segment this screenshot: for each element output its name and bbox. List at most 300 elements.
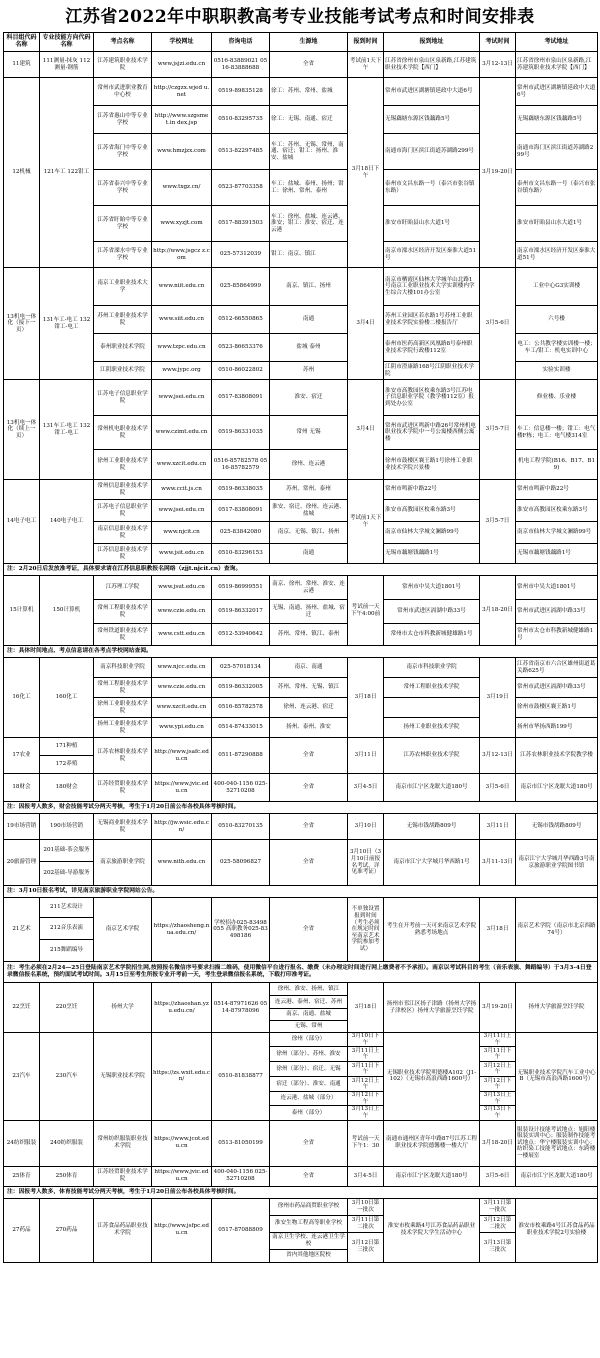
- cell: 3月12日上午: [348, 1077, 384, 1092]
- cell: [384, 698, 480, 718]
- cell: 3月12日下午: [348, 1092, 384, 1106]
- cell: 扬州大学旅游烹饪学院: [516, 983, 598, 1033]
- cell: 0517-88391503: [212, 206, 270, 242]
- cell: 3月5-6日: [480, 774, 516, 802]
- cell: 3月5-7日: [480, 480, 516, 564]
- cell: 机电工程学院(B16、B17、B19): [516, 450, 598, 480]
- cell: 3月12-13日: [480, 52, 516, 78]
- cell: 江苏农林职业技术学院教学楼: [516, 738, 598, 774]
- cell: 270药品: [40, 1198, 94, 1262]
- table-row: [4, 1033, 598, 1047]
- cell: 淮安市高教园区枚乘东路3号: [516, 500, 598, 522]
- cell: 南京市仙林大学城文澜路99号: [516, 522, 598, 544]
- cell: 工业中心G3实训楼: [516, 268, 598, 306]
- cell: 0513-81050199: [212, 1120, 270, 1166]
- note-text: 注：因报考人数多，体育技能考试分两天考核，考生于1月20日前公布各校具体考核时间。: [4, 1186, 598, 1198]
- table-row: [4, 52, 598, 78]
- cell: 淮安生物工程高等职业学校: [270, 1215, 348, 1232]
- cell: 南京市仙林大学城文澜路99号: [384, 522, 480, 544]
- cell: 全省: [270, 898, 348, 962]
- cell: 3月18日: [348, 983, 384, 1033]
- cell: 南京艺术学院（南京市北京西路74号）: [516, 898, 598, 962]
- cell: 常州工程职业技术学院: [384, 678, 480, 698]
- cell: 0519-89835128: [212, 78, 270, 106]
- cell: 江苏农林职业技术学院: [384, 738, 480, 774]
- cell: 3月10日下午: [348, 1033, 384, 1047]
- cell: 徐工：苏州、常州、盐城: [270, 78, 348, 106]
- cell: 江苏理工学院: [94, 576, 152, 600]
- cell: 3月13日上午: [348, 1106, 384, 1120]
- cell: 徐州、连云港: [270, 450, 348, 480]
- cell: 3月11日下午: [480, 1047, 516, 1062]
- cell: 徐州市鼓楼区襄王路1号: [516, 698, 598, 718]
- cell-link[interactable]: https://www.jcot.edu.cn: [152, 1120, 212, 1166]
- cell: 淮安市高教园区枚乘东路3号: [384, 500, 480, 522]
- col-header: 考试地址: [516, 33, 598, 52]
- cell: 常州市武进职业教育中心校: [94, 78, 152, 106]
- cell: 省内其他地区院校: [270, 1249, 348, 1262]
- cell: 3月4日: [348, 380, 384, 480]
- cell: 徐州、淮安、扬州、镇江: [270, 983, 348, 996]
- table-row: [4, 268, 598, 306]
- cell: 3月19-20日: [480, 78, 516, 268]
- cell: 南京、徐州、常州、淮安、连云港: [270, 576, 348, 600]
- cell: 南京、南通: [270, 658, 348, 678]
- cell: 13机电一体化（续上一页）: [4, 380, 40, 480]
- cell: 南京市栖霞区仙林大学城羊山北路1号南京工业职业技术大学实训楼内学生综合大楼101办公室: [384, 268, 480, 306]
- cell: 27药品: [4, 1198, 40, 1262]
- cell: 025-57312039: [212, 242, 270, 268]
- cell: 常州市中吴大道1801号: [516, 576, 598, 600]
- cell: 0510-83295735: [212, 106, 270, 134]
- table-row: [4, 1198, 598, 1215]
- cell-link[interactable]: www.txgz.cn/: [152, 170, 212, 206]
- page-title: 江苏省2022年中职职教高考专业技能考试考点和时间安排表: [65, 7, 535, 27]
- cell: 苏州工业职业技术学院: [94, 306, 152, 334]
- cell: 江苏省徐州市泉山区泉新路,江苏建筑职业技术学院【西门】: [384, 52, 480, 78]
- col-header: 咨询电话: [212, 33, 270, 52]
- cell: 3月12日上午: [480, 1062, 516, 1077]
- cell: 苏州、常州、无锡、镇江: [270, 678, 348, 698]
- cell: 泰州职业技术学院: [94, 334, 152, 362]
- cell: 0512-66550865: [212, 306, 270, 334]
- cell: 南京市溧水区经济开发区秦淮大道51号: [384, 242, 480, 268]
- cell: 160化工: [40, 658, 94, 738]
- cell: 徐工：无锡、南通、宿迁: [270, 106, 348, 134]
- cell: 13机电一体化（接下一页）: [4, 268, 40, 380]
- cell: 全省: [270, 814, 348, 840]
- cell: 3月10日（3月10日前报名考试，详见准考证）: [348, 840, 384, 886]
- cell: 3月5-6日: [480, 268, 516, 380]
- cell: 扬州市邗江区扬子津路（扬州大学扬子津校区）扬州大学旅游烹饪学院: [384, 983, 480, 1033]
- cell: 180财会: [40, 774, 94, 802]
- cell: 无锡商业职业技术学院: [94, 814, 152, 840]
- cell-link[interactable]: www.tzpc.edu.cn: [152, 334, 212, 362]
- cell: 考试前1天下午: [348, 480, 384, 564]
- cell-link[interactable]: www.jsei.edu.cn: [152, 380, 212, 416]
- cell-link[interactable]: www.siit.edu.cn: [152, 306, 212, 334]
- cell: 江苏省徐州市泉山区泉新路,江苏建筑职业技术学院【西门】: [516, 52, 598, 78]
- cell: 江苏省南京市六合区雄州街道葛关路625号: [516, 658, 598, 678]
- cell: 常州市武进区鸣新中路26号常州机电职业技术学院中一号公寓楼西侧公寓楼: [384, 416, 480, 450]
- cell-link[interactable]: http://www.jsfpc.edu.cn: [152, 1198, 212, 1262]
- cell: 南通: [270, 544, 348, 564]
- cell: 南京工业职业技术大学: [94, 268, 152, 306]
- cell: 220烹饪: [40, 983, 94, 1033]
- cell: 常州工程职业技术学院: [94, 678, 152, 698]
- cell-link[interactable]: http://jw.wsic.edu.cn/: [152, 814, 212, 840]
- cell: 泰州市医药高新区凤凰路8号泰州职业技术学院行政楼112室: [384, 334, 480, 362]
- cell: 3月18日: [348, 658, 384, 738]
- cell: 江苏省海门中等专业学校: [94, 134, 152, 170]
- cell: 211艺术设计: [40, 898, 94, 918]
- cell: 钳工：南京、镇江: [270, 242, 348, 268]
- cell: 0517-87088809: [212, 1198, 270, 1262]
- note-text: 注：具体时间地点、考点信息请在各考点学校网站查阅。: [4, 646, 598, 658]
- cell: 扬州市华扬西路199号: [516, 718, 598, 738]
- cell: 徐州（部分）: [270, 1033, 348, 1047]
- cell: 南京卫生学校、连云港卫生学校: [270, 1232, 348, 1249]
- cell: 常州机电职业技术学院: [94, 416, 152, 450]
- note-text: 注：考生必须在2月24—25日登陆南京艺术学院招生网,按照报名微信序号要求扫描二维码，使用微信平台进行报名、缴费（未办理定时间进行网上缴费者不予承担）。南京以考试科目的考生（音乐表演、舞蹈编导）于3月3-4日登录微信报名系统，预约面试考试时间。3月15日至考生所报专业开考前一天，考生登录微信报名系统，下载打印准考证。: [4, 962, 598, 983]
- table-row: [4, 1120, 598, 1166]
- cell-link[interactable]: www.jsjzi.edu.cn: [152, 52, 212, 78]
- cell-link[interactable]: www.xzcit.edu.cn: [152, 450, 212, 480]
- cell: 无锡职业技术学院明德楼A102（J1-102）（无锡市高浪西路1600号）: [384, 1033, 480, 1121]
- cell: 江苏建筑职业技术学院: [94, 52, 152, 78]
- note-row: [4, 1186, 598, 1198]
- cell: 江阴职业技术学院: [94, 362, 152, 380]
- cell: 3月12日第三批次: [348, 1232, 384, 1262]
- cell-link[interactable]: www.cstt.edu.cn: [152, 624, 212, 646]
- cell: 0510-81838877: [212, 1033, 270, 1121]
- cell: 0519-86999551: [212, 576, 270, 600]
- schedule-table: [3, 32, 598, 1263]
- cell: 常州市太仓市科教新城健雄路1号: [516, 624, 598, 646]
- cell: 无锡藕塘东源区钱藕路5号: [516, 106, 598, 134]
- cell: 扬州工业职业技术学院: [384, 718, 480, 738]
- cell: 0514-87433015: [212, 718, 270, 738]
- cell: 0516-85782578: [212, 698, 270, 718]
- cell: 400-040-1156 025-52710208: [212, 774, 270, 802]
- cell: 常州市武进区滆湖中路33号: [384, 600, 480, 624]
- cell-link[interactable]: www.czimt.edu.cn: [152, 416, 212, 450]
- cell: 南京信息职业技术学院: [94, 522, 152, 544]
- cell: 南京、无锡、镇江、扬州: [270, 522, 348, 544]
- cell: 250体育: [40, 1166, 94, 1186]
- cell: 南通市海门区滨江街道苏湖路299号: [384, 134, 480, 170]
- cell: 江苏省泰兴中等专业学校: [94, 170, 152, 206]
- cell: 025-83842080: [212, 522, 270, 544]
- note-row: [4, 802, 598, 814]
- note-row: [4, 962, 598, 983]
- cell: 南京旅游职业学院: [94, 840, 152, 886]
- cell: 201基础-茶会服务: [40, 840, 94, 862]
- note-text: 注：2月20日后发放准考证，具体要求请在江苏信息职教报名网络（zjjt.njcit.cn）查询。: [4, 564, 598, 576]
- cell: 考试前1天下午: [348, 52, 384, 78]
- cell: 泰州（部分）: [270, 1106, 348, 1120]
- table-row: [4, 480, 598, 500]
- cell-link[interactable]: www.jypc.org: [152, 362, 212, 380]
- cell: 025-57018134: [212, 658, 270, 678]
- cell: 无锡职业技术学院汽车工业中心B（无锡市高浪西路1600号）: [516, 1033, 598, 1121]
- cell-link[interactable]: www.xzcit.edu.cn: [152, 698, 212, 718]
- col-header: 考试时间: [480, 33, 516, 52]
- cell: 0516-85782578 0516-85782579: [212, 450, 270, 480]
- cell: 无锡市藕塘钱藕路1号: [516, 544, 598, 564]
- cell: 0512-53940642: [212, 624, 270, 646]
- cell-link[interactable]: https://zhaoshan.yzu.edu.cn/: [152, 983, 212, 1033]
- cell: 南通市海门区滨江街道苏湖路299号: [516, 134, 598, 170]
- cell: 修业楼、乐业楼: [516, 380, 598, 416]
- cell: 0523-86653376: [212, 334, 270, 362]
- cell: 0516-83889021 0516-83888688: [212, 52, 270, 78]
- cell: 淮安、宿迁、徐州、连云港、盐城: [270, 500, 348, 522]
- cell: 南京市江宁区龙眠大道180号: [516, 1166, 598, 1186]
- cell: 0510-83296153: [212, 544, 270, 564]
- cell: 20旅游管理: [4, 840, 40, 886]
- cell-link[interactable]: www.xyzjt.com: [152, 206, 212, 242]
- cell: 服装设计技能考试地点：旭阳楼服装实训中心；服装制作技能考试地点：华宁楼服装实训中心；纺织染工技能考试地点：东跨楼一楼展室: [516, 1120, 598, 1166]
- cell: 实验实训楼: [516, 362, 598, 380]
- cell: 3月4日: [348, 268, 384, 380]
- cell: 3月11日上午: [348, 1047, 384, 1062]
- cell-link[interactable]: http://www.jsafc.edu.cn: [152, 738, 212, 774]
- cell: 21艺术: [4, 898, 40, 962]
- cell: 无锡藕塘东源区钱藕路5号: [384, 106, 480, 134]
- cell: 常州市武进区湖塘镇延政中大道6号: [516, 78, 598, 106]
- cell: 230汽车: [40, 1033, 94, 1121]
- cell: 学校招办025-83498055 高职教务025-83498186: [212, 898, 270, 962]
- cell: 常州市鸣新中路22号: [384, 480, 480, 500]
- cell-link[interactable]: https://www.jvic.edu.cn: [152, 774, 212, 802]
- cell: 南京市江宁区龙眠大道180号: [384, 1166, 480, 1186]
- col-header: 考点名称: [94, 33, 152, 52]
- cell: 无锡、南通、扬州、盐城、宿迁: [270, 600, 348, 624]
- col-header: 报到地址: [384, 33, 480, 52]
- cell: 车工：徐州、盐城、连云港、淮安；钳工：淮安、宿迁、连云港: [270, 206, 348, 242]
- cell: 3月11日上午: [480, 1033, 516, 1047]
- cell: 0517-83808091: [212, 380, 270, 416]
- cell: 171种植: [40, 738, 94, 756]
- cell: 徐州（部分）、苏州、淮安: [270, 1047, 348, 1062]
- table-row: [4, 1166, 598, 1186]
- cell-link[interactable]: www.njcit.cn: [152, 522, 212, 544]
- cell: 泰州市文昌东路一号（泰兴市张谷镇东路）: [384, 170, 480, 206]
- cell: 23汽车: [4, 1033, 40, 1121]
- cell: 常州市武进区滆湖中路33号: [516, 600, 598, 624]
- cell-link[interactable]: www.ypi.edu.cn: [152, 718, 212, 738]
- cell-link[interactable]: https://zhaosheng.nua.edu.cn/: [152, 898, 212, 962]
- cell: 徐州工业职业技术学院: [94, 450, 152, 480]
- note-text: 注：3月10日报名考试，详见南京旅游职业学院网站公告。: [4, 886, 598, 898]
- cell: 11建筑: [4, 52, 40, 78]
- cell: 江苏省惠山中等专业学校: [94, 106, 152, 134]
- cell: 15计算机: [4, 576, 40, 646]
- cell: 南通: [270, 306, 348, 334]
- cell: 140电子电工: [40, 480, 94, 564]
- cell: 0519-86338035: [212, 480, 270, 500]
- cell: 全省: [270, 774, 348, 802]
- table-row: [4, 738, 598, 756]
- table-row: [4, 898, 598, 918]
- table-row: [4, 983, 598, 996]
- cell: 17农业: [4, 738, 40, 774]
- cell: 苏州工业园区若水路1号苏州工业职业技术学院实验楼二楼报告厅: [384, 306, 480, 334]
- cell: 江阴市澄康路168号江阴职业技术学院: [384, 362, 480, 380]
- cell-link[interactable]: http://www.szgsmet.in dex.jsp: [152, 106, 212, 134]
- cell: 131车工-电工 132钳工-电工: [40, 380, 94, 480]
- cell: 扬州、泰州、淮安: [270, 718, 348, 738]
- cell: 22烹饪: [4, 983, 40, 1033]
- col-header: 专业技能方向代码名称: [40, 33, 94, 52]
- cell: 3月11日下午: [348, 1062, 384, 1077]
- cell-link[interactable]: https://zs.wxit.edu.cn/: [152, 1033, 212, 1121]
- cell: 江苏电子信息职业学院: [94, 380, 152, 416]
- cell: 苏州: [270, 362, 348, 380]
- cell: 12机械: [4, 78, 40, 268]
- cell-link[interactable]: http://www.jsgcz z.com: [152, 242, 212, 268]
- table-row: [4, 380, 598, 416]
- cell: 0510-83270135: [212, 814, 270, 840]
- cell: 徐州、连云港、宿迁: [270, 698, 348, 718]
- cell: 3月13日下午: [480, 1106, 516, 1120]
- cell: 3月10日第一批次: [348, 1198, 384, 1215]
- cell: 常州工程职业技术学院: [94, 600, 152, 624]
- cell: 111测量-抹灰 112测量-钢筋: [40, 52, 94, 78]
- cell: 3月11日: [480, 814, 516, 840]
- cell: 3月11日: [348, 738, 384, 774]
- cell: 淮安市盱眙县山水大道1号: [384, 206, 480, 242]
- cell-link[interactable]: www.niit.edu.cn: [152, 268, 212, 306]
- cell: 3月12日第二批次: [480, 1215, 516, 1232]
- cell: 江苏经贸职业技术学院: [94, 774, 152, 802]
- cell: 131车工-电工 132钳工-电工: [40, 268, 94, 380]
- cell-link[interactable]: www.jsut.edu.cn: [152, 576, 212, 600]
- cell-link[interactable]: www.czie.edu.cn: [152, 600, 212, 624]
- cell: 不单独设置报到时间（考生必须在规定时间至南京艺术学院参加考试）: [348, 898, 384, 962]
- cell: 泰州市文昌东路一号（泰兴市张谷镇东路）: [516, 170, 598, 206]
- cell: 3月4-5日: [348, 774, 384, 802]
- cell: 江苏信息职业技术学院: [94, 544, 152, 564]
- cell: 3月19-20日: [480, 983, 516, 1033]
- cell: 025-85864999: [212, 268, 270, 306]
- cell: 徐州市药品商贸职业学校: [270, 1198, 348, 1215]
- cell: 南京科技职业学院: [94, 658, 152, 678]
- cell: 电工：公共教学楼实训楼一楼；车工/钳工：机电实训中心: [516, 334, 598, 362]
- cell: 3月10日: [348, 814, 384, 840]
- cell: 全省: [270, 52, 348, 78]
- table-row: [4, 814, 598, 840]
- cell-link[interactable]: http://czgzx.wjed u.net: [152, 78, 212, 106]
- cell-link[interactable]: www.hmzjzx.com: [152, 134, 212, 170]
- cell-link[interactable]: https://www.jvic.edu.cn: [152, 1166, 212, 1186]
- cell: 190市场营销: [40, 814, 94, 840]
- note-row: [4, 646, 598, 658]
- table-row: [4, 658, 598, 678]
- cell: 无锡市钱胡路809号: [384, 814, 480, 840]
- cell: 常州市中吴大道1801号: [384, 576, 480, 600]
- cell: 江苏省盱眙中等专业学校: [94, 206, 152, 242]
- cell: 202基础-导游服务: [40, 862, 94, 886]
- cell: 江苏食品药品职业技术学院: [94, 1198, 152, 1262]
- cell: 南京市科技职业学院: [384, 658, 480, 678]
- cell: 172养殖: [40, 756, 94, 774]
- cell: 3月18-20日: [480, 576, 516, 646]
- cell-link[interactable]: www.jsei.edu.cn: [152, 500, 212, 522]
- cell: 苏州、常州、泰州: [270, 480, 348, 500]
- cell: 14电子电工: [4, 480, 40, 564]
- cell: 16化工: [4, 658, 40, 738]
- table-row: [4, 840, 598, 862]
- cell: 19市场营销: [4, 814, 40, 840]
- cell: 南京江宁大学城月华西路3号南京旅游职业学院图书馆: [516, 840, 598, 886]
- cell: 考试前一天下午4:00前: [348, 576, 384, 646]
- cell: 025-58096827: [212, 840, 270, 886]
- cell: 考生在开考前一天可来南京艺术学院熟悉考场地点: [384, 898, 480, 962]
- col-header: 生源地: [270, 33, 348, 52]
- cell: 0517-83808091: [212, 500, 270, 522]
- cell: 盐城 泰州: [270, 334, 348, 362]
- cell: 0513-82297485: [212, 134, 270, 170]
- cell-link[interactable]: www.nith.edu.cn: [152, 840, 212, 886]
- note-row: [4, 564, 598, 576]
- cell: 0510-86022802: [212, 362, 270, 380]
- cell: 24纺织服装: [4, 1120, 40, 1166]
- cell: 3月13日上午: [480, 1092, 516, 1106]
- cell: 南京市江宁区龙眠大道180号: [516, 774, 598, 802]
- cell: 江苏电子信息职业学院: [94, 500, 152, 522]
- cell-link[interactable]: www.njcc.edu.cn: [152, 658, 212, 678]
- cell: 240纺织服装: [40, 1120, 94, 1166]
- cell: 南京市溧水区经济开发区秦淮大道51号: [516, 242, 598, 268]
- cell-link[interactable]: www.ccit.js.cn: [152, 480, 212, 500]
- cell: 常州铁道职业技术学院: [94, 624, 152, 646]
- cell: 400-040-1156 025-52710208: [212, 1166, 270, 1186]
- cell-link[interactable]: www.czie.edu.cn: [152, 678, 212, 698]
- cell: 常州市武进区滆湖中路33号: [516, 678, 598, 698]
- cell: 3月18-20日: [480, 1120, 516, 1166]
- col-header: 学校网址: [152, 33, 212, 52]
- cell: 淮安市高教园区枚乘东路3号江苏电子信息职业学院（教学楼112室）报到处办公室: [384, 380, 480, 416]
- cell: 车工：苏州、无锡、常州、南通、宿迁；钳工：扬州、淮安、盐城: [270, 134, 348, 170]
- col-header: 科目组代码名称: [4, 33, 40, 52]
- cell-link[interactable]: www.jsit.edu.cn: [152, 544, 212, 564]
- cell: 212音乐表演: [40, 918, 94, 940]
- cell: 0523-87703358: [212, 170, 270, 206]
- cell: 徐州市鼓楼区襄王路1号徐州工业职业技术学院兴景楼: [384, 450, 480, 480]
- cell: 3月12日下午: [480, 1077, 516, 1092]
- cell: 全省: [270, 1166, 348, 1186]
- cell: 淮安市盱眙县山水大道1号: [516, 206, 598, 242]
- cell: 3月18日下午: [348, 78, 384, 268]
- cell: 121车工 122钳工: [40, 78, 94, 268]
- cell: 苏州、常州、镇江、泰州: [270, 624, 348, 646]
- cell: 无锡、常州: [270, 1021, 348, 1033]
- cell: 0519-86332017: [212, 600, 270, 624]
- cell: 0511-87290888: [212, 738, 270, 774]
- cell: 215舞蹈编导: [40, 940, 94, 962]
- cell: 0519-86331035: [212, 416, 270, 450]
- cell: 南京艺术学院: [94, 898, 152, 962]
- header-row: [4, 33, 598, 52]
- cell: 车工：盐城、泰州、扬州；钳工：徐州、常州、泰州: [270, 170, 348, 206]
- table-row: [4, 576, 598, 600]
- cell: 常州信息职业技术学院: [94, 480, 152, 500]
- cell: 车工：信息楼一楼；钳工：电气楼F栋；电工：电气楼314室: [516, 416, 598, 450]
- cell: 常州 无锡: [270, 416, 348, 450]
- cell: 连云港、泰州、宿迁、苏州: [270, 996, 348, 1009]
